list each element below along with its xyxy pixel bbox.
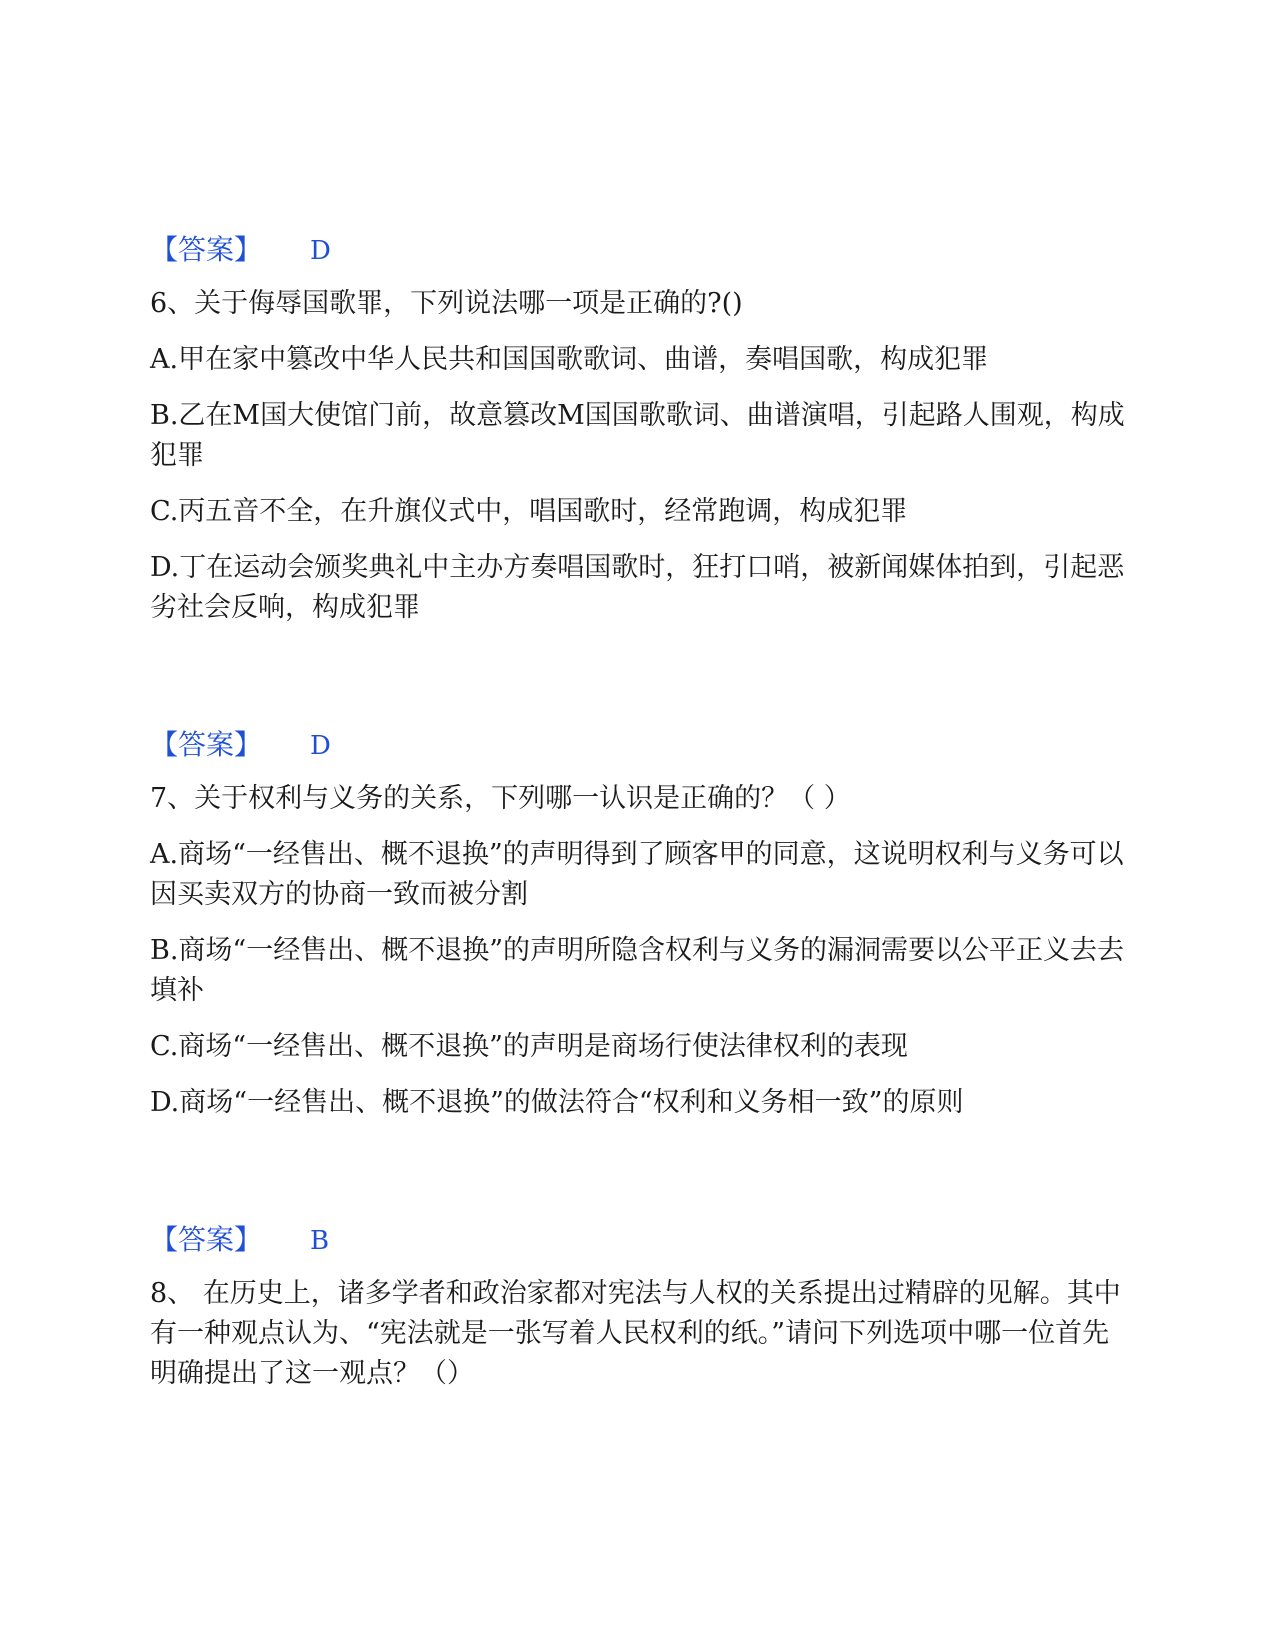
question-6-option-a: A.甲在家中篡改中华人民共和国国歌歌词、曲谱，奏唱国歌，构成犯罪 xyxy=(150,344,989,375)
answer-q5 xyxy=(150,232,331,269)
question-7-option-d: D.商场“一经售出、概不退换”的做法符合“权利和义务相一致”的原则 xyxy=(150,1087,964,1118)
question-7-option-a: A.商场“一经售出、概不退换”的声明得到了顾客甲的同意，这说明权利与义务可以 因买卖双方的协商一致而被分割 xyxy=(150,839,1124,910)
question-6-title: 6、关于侮辱国歌罪，下列说法哪一项是正确的?() xyxy=(150,288,743,319)
answer-label: 【答案】 xyxy=(150,728,263,761)
question-8-title: 8、 在历史上，诸多学者和政治家都对宪法与人权的关系提出过精辟的见解。其中有一种观点认为、“宪法就是一张写着人民权利的纸。”请问下列选项中哪一位首先明确提出了这一观点？（） xyxy=(150,1278,1121,1389)
question-7 xyxy=(150,779,1125,1139)
answer-value: D xyxy=(310,236,331,266)
answer-q7 xyxy=(150,1222,329,1259)
question-6-option-c: C.丙五音不全，在升旗仪式中，唱国歌时，经常跑调，构成犯罪 xyxy=(150,496,908,527)
question-6-option-b: B.乙在M国大使馆门前，故意篡改M国国歌歌词、曲谱演唱，引起路人围观，构成犯罪 xyxy=(150,400,1125,471)
answer-label: 【答案】 xyxy=(150,1223,263,1256)
question-7-title: 7、关于权利与义务的关系，下列哪一认识是正确的？（ ） xyxy=(150,783,851,814)
question-7-option-b: B.商场“一经售出、概不退换”的声明所隐含权利与义务的漏洞需要以公平正义去去填补 xyxy=(150,935,1125,1006)
question-6-option-d: D.丁在运动会颁奖典礼中主办方奏唱国歌时，狂打口哨，被新闻媒体拍到，引起恶劣社会反响，构成犯罪 xyxy=(150,552,1125,623)
answer-q6 xyxy=(150,727,331,764)
answer-label: 【答案】 xyxy=(150,233,263,266)
question-7-option-c: C.商场“一经售出、概不退换”的声明是商场行使法律权利的表现 xyxy=(150,1031,908,1062)
answer-value: B xyxy=(310,1226,330,1256)
answer-value: D xyxy=(310,731,331,761)
question-6 xyxy=(150,284,1125,644)
